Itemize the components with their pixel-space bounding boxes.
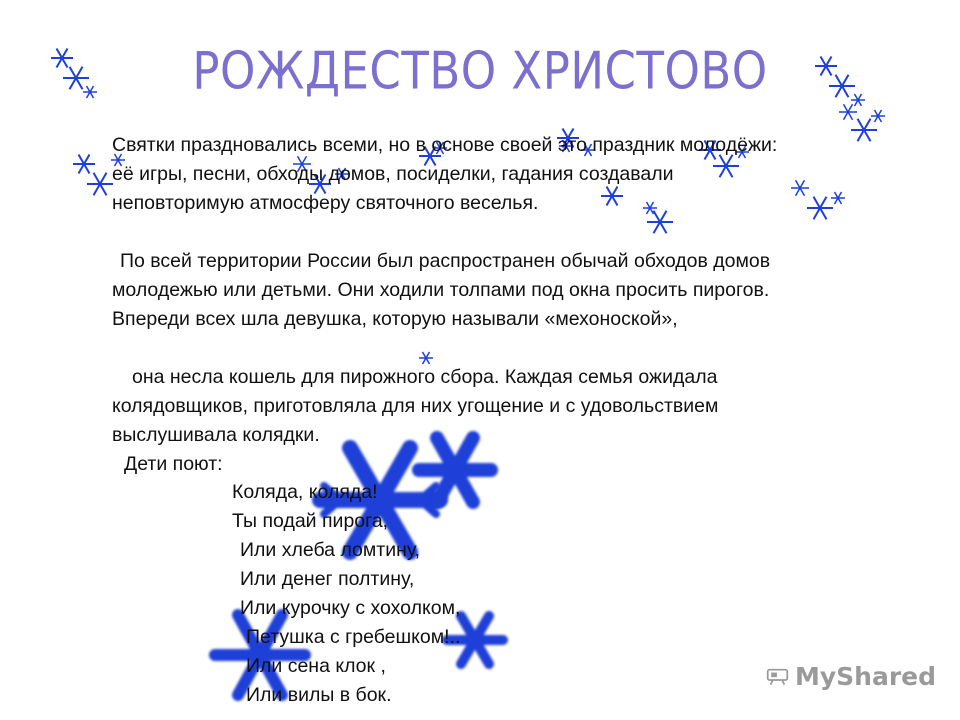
poem-line: Или вилы в бок. (246, 684, 392, 706)
paragraph-4: Дети поют: (124, 453, 223, 475)
poem-line: Или сена клок , (246, 655, 386, 677)
projector-icon (766, 659, 789, 693)
poem-line: Или курочку с хохолком, (240, 597, 461, 619)
poem-line: Или хлеба ломтину, (240, 539, 421, 561)
snowflake-icon (870, 108, 886, 124)
poem-line: Или денег полтину, (240, 568, 415, 590)
snowflake-icon (86, 170, 114, 198)
paragraph-2: По всей территории России был распространен обычай обходов домов молодежью или детьми. Они ходили толпами под окна просить пирогов. Впереди всех шла девушка, которую называли «мехоноской», (112, 250, 771, 330)
slide-title: РОЖДЕСТВО ХРИСТОВО (192, 40, 768, 101)
paragraph-3: она несла кошель для пирожного сбора. Каждая семья ожидала колядовщиков, приготовляла для них угощение и с удовольствием выслушивала колядки. (112, 366, 719, 446)
watermark-logo[interactable] (766, 656, 936, 696)
watermark-text: MyShared (794, 661, 936, 691)
poem-line: Ты подай пирога, (232, 510, 389, 532)
paragraph-1: Святки праздновались всеми, но в основе своей это праздник молодёжи: её игры, песни, обходы домов, посиделки, гадания создавали неповторимую атмосферу святочного веселья. (112, 134, 778, 214)
snowflake-icon (830, 190, 846, 206)
poem-line: Коляда, коляда! (232, 481, 378, 503)
poem-line: Петушка с гребешком!.. (246, 626, 461, 648)
